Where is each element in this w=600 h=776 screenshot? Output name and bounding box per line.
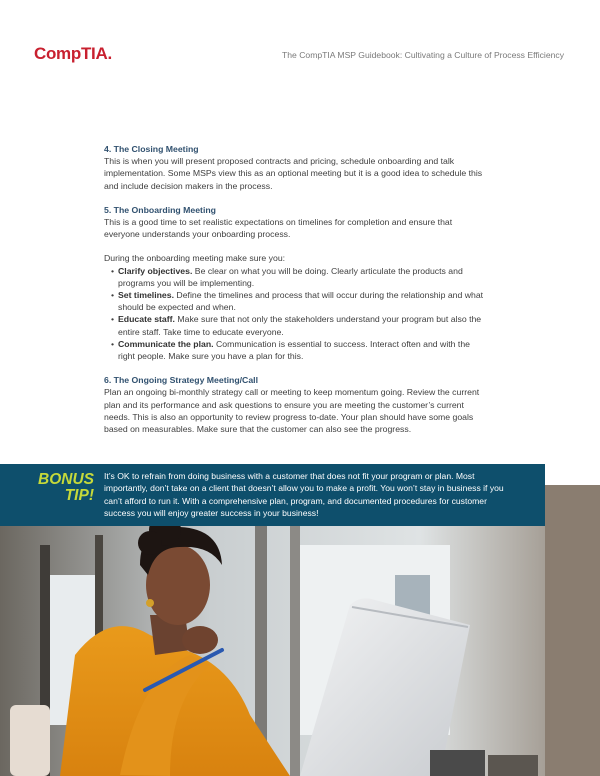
- section-paragraph: This is a good time to set realistic expectations on timelines for completion and ensure that everyone understands your onboarding process.: [104, 217, 453, 240]
- bullet-lead: Educate staff.: [118, 314, 175, 325]
- section-onboarding-checklist: [104, 252, 484, 362]
- bullet-item: [112, 338, 484, 362]
- bonus-label-line1: BONUS: [38, 471, 94, 488]
- bonus-tip-text: It’s OK to refrain from doing business with a customer that does not fit your program or plan. Most importantly, don’t take on a client that doesn’t allow you to make a profit. You won’t stay in business if you can’t afford to run it. With a comprehensive plan, program, and documented procedures for customer success you will enjoy greater success in your business!: [104, 471, 504, 518]
- bullet-text: Define the timelines and process that will occur during the relationship and what should be expected and when.: [118, 290, 484, 313]
- bullet-text: Be clear on what you will be doing. Clearly articulate the products and programs you will be implementing.: [118, 265, 463, 288]
- section-closing-meeting: [104, 143, 484, 192]
- bonus-tip-banner: [0, 464, 545, 526]
- section-paragraph: Plan an ongoing bi-monthly strategy call or meeting to keep momentum going. Review the current plan and its performance and ask questions to ensure you are meeting the customer’s current needs. This is also an opportunity to review progress to-date. Your plan should have some goals based on measurables. Make sure that the customer can also see the progress.: [104, 387, 480, 435]
- bullet-lead: Clarify objectives.: [118, 265, 193, 276]
- bullet-item: [112, 265, 484, 289]
- section-heading: 4. The Closing Meeting: [104, 144, 199, 154]
- section-heading: 5. The Onboarding Meeting: [104, 204, 216, 215]
- logo-text: CompTIA.: [34, 44, 112, 63]
- woman-laptop-photo: [0, 485, 600, 776]
- comptia-logo: [34, 44, 112, 64]
- bonus-label-line2: TIP!: [64, 486, 94, 504]
- bullet-text: Communication is essential to success. Interact often and with the right people. Make sure you have a plan for this.: [118, 338, 470, 362]
- section-paragraph: This is when you will present proposed contracts and pricing, schedule onboarding and talk implementation. Some MSPs view this as an optional meeting but it is a good idea to schedule this and include decision makers in the process.: [104, 156, 483, 191]
- article-body: [104, 143, 484, 447]
- bullet-lead: Communicate the plan.: [118, 338, 214, 349]
- section-onboarding-meeting: [104, 204, 484, 241]
- section-ongoing-strategy: [104, 374, 484, 435]
- bullet-item: [112, 313, 484, 337]
- bullet-text: Make sure that not only the stakeholders understand your program but also the entire staff. Take time to educate everyone.: [118, 314, 482, 337]
- section-heading: 6. The Ongoing Strategy Meeting/Call: [104, 375, 258, 386]
- bullet-lead: Set timelines.: [118, 290, 175, 301]
- checklist-intro: During the onboarding meeting make sure you:: [104, 253, 286, 264]
- page-header-title: The CompTIA MSP Guidebook: Cultivating a Culture of Process Efficiency: [282, 50, 564, 60]
- bonus-tip-label: [14, 472, 94, 503]
- bullet-item: [112, 289, 484, 313]
- onboarding-bullet-list: [104, 265, 484, 363]
